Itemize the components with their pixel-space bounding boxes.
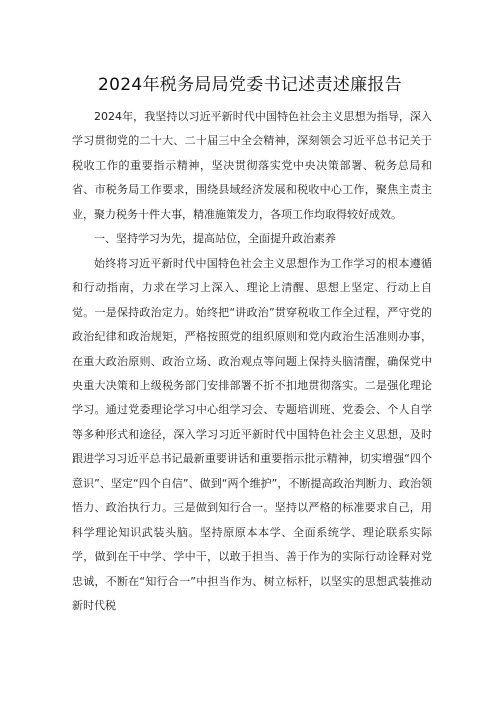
document-body <box>72 105 432 619</box>
body-paragraph: 始终将习近平新时代中国特色社会主义思想作为工作学习的根本遵循和行动指南，力求在学习上深入、理论上清醒、思想上坚定、行动上自觉。一是保持政治定力。始终把“讲政治”贯穿税收工作全过程，严守党的政治纪律和政治规矩，严格按照党的组织原则和党内政治生活准则办事，在重大政治原则、政治立场、政治观点等问题上保持头脑清醒，确保党中央重大决策和上级税务部门安排部署不折不扣地贯彻落实。二是强化理论学习。通过党委理论学习中心组学习会、专题培训班、党委会、个人自学等多种形式和途径，深入学习习近平新时代中国特色社会主义思想，及时跟进学习习近平总书记最新重要讲话和重要指示批示精神，切实增强“四个意识”、坚定“四个自信”、做到“两个维护”，不断提高政治判断力、政治领悟力、政治执行力。三是做到知行合一。坚持以严格的标准要求自己，用科学理论知识武装头脑。坚持原原本本学、全面系统学、理论联系实际学，做到在干中学、学中干，以敢于担当、善于作为的实际行动诠释对党忠诚，不断在“知行合一”中担当作为、树立标杆，以坚实的思想武装推动新时代税 <box>72 256 432 613</box>
document-title: 2024年税务局局党委书记述责述廉报告 <box>98 75 402 95</box>
section-heading: 一、坚持学习为先，提高站位，全面提升政治素养 <box>94 232 336 246</box>
intro-paragraph: 2024年，我坚持以习近平新时代中国特色社会主义思想为指导，深入学习贯彻党的二十大、二十届三中全会精神，深刻领会习近平总书记关于税收工作的重要指示精神，坚决贯彻落实党中央决策部署、税务总局和省、市税务局工作要求，围绕县域经济发展和税收中心工作，聚焦主责主业，聚力税务十件大事，精准施策发力，各项工作均取得较好成效。 <box>72 110 432 221</box>
